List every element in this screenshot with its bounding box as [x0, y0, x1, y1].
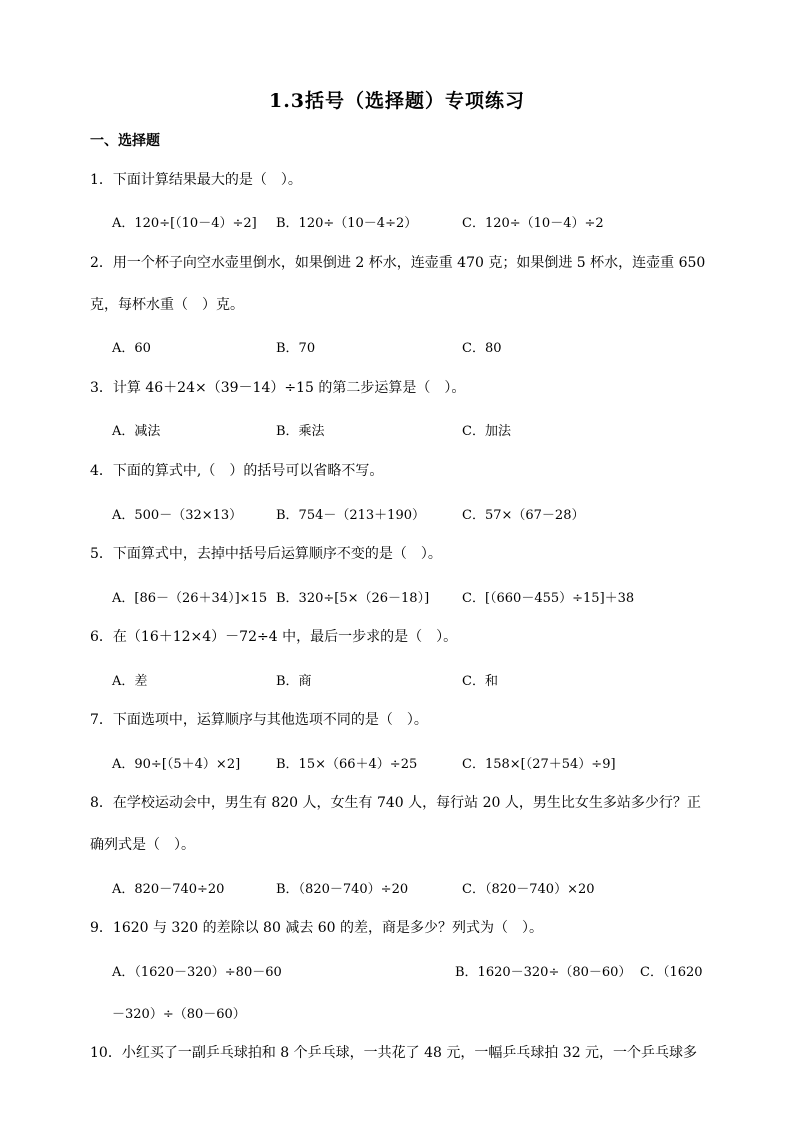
option-b[interactable]: B．120÷（10－4÷2） [276, 216, 418, 231]
question-8: 8．在学校运动会中，男生有 820 人，女生有 740 人，每行站 20 人，男生比女生多站多少行？正确列式是（ ）。 [90, 795, 701, 853]
options-8 [112, 878, 712, 898]
option-c[interactable]: C．（820－740）×20 [462, 882, 595, 897]
option-c[interactable]: C．57×（67－28） [462, 508, 585, 523]
option-c[interactable]: C．120÷（10－4）÷2 [462, 216, 604, 231]
question-1: 1．下面计算结果最大的是（ ）。 [90, 172, 302, 188]
question-4: 4．下面的算式中,（ ）的括号可以省略不写。 [90, 463, 384, 479]
option-b[interactable]: B．乘法 [276, 424, 325, 439]
question-10: 10．小红买了一副乒乓球拍和 8 个乒乓球，一共花了 48 元，一幅乒乓球拍 32 元，一个乒乓球多 [90, 1045, 698, 1061]
question-9: 9．1620 与 320 的差除以 80 减去 60 的差，商是多少？列式为（ ）。 [90, 920, 544, 936]
option-b[interactable]: B．15×（66＋4）÷25 [276, 757, 418, 772]
question-6: 6．在（16＋12×4）－72÷4 中，最后一步求的是（ ）。 [90, 629, 458, 645]
option-c[interactable]: C．和 [462, 674, 498, 689]
option-c[interactable]: C．[（660－455）÷15]＋38 [462, 591, 635, 606]
option-a[interactable]: A．500－（32×13） [112, 508, 243, 523]
option-c[interactable]: C．（1620 [640, 965, 703, 980]
question-5: 5．下面算式中，去掉中括号后运算顺序不变的是（ ）。 [90, 546, 442, 562]
options-4 [112, 504, 712, 524]
option-a[interactable]: A．差 [112, 674, 148, 689]
options-6 [112, 670, 712, 690]
option-c[interactable]: C．158×[（27＋54）÷9] [462, 757, 616, 772]
option-a[interactable]: A．820－740÷20 [112, 882, 225, 897]
question-7: 7．下面选项中，运算顺序与其他选项不同的是（ ）。 [90, 712, 428, 728]
option-b[interactable]: B．70 [276, 341, 316, 356]
option-b[interactable]: B．商 [276, 674, 312, 689]
option-c-continued: －320）÷（80－60） [112, 1007, 246, 1022]
option-a[interactable]: A．60 [112, 341, 151, 356]
option-b[interactable]: B．（820－740）÷20 [276, 882, 409, 897]
option-c[interactable]: C．80 [462, 341, 502, 356]
options-5 [112, 587, 712, 607]
page-title: 1.3括号（选择题）专项练习 [268, 90, 526, 112]
option-b[interactable]: B．320÷[5×（26－18）] [276, 591, 430, 606]
option-a[interactable]: A．[86－（26＋34）]×15 [112, 591, 268, 606]
section-heading: 一、选择题 [90, 133, 160, 149]
options-3 [112, 420, 712, 440]
option-c[interactable]: C．加法 [462, 424, 511, 439]
options-2 [112, 337, 712, 357]
option-b[interactable]: B．754－（213＋190） [276, 508, 425, 523]
question-2: 2．用一个杯子向空水壶里倒水，如果倒进 2 杯水，连壶重 470 克；如果倒进 5 杯水，连壶重 650 克，每杯水重（ ）克。 [90, 255, 706, 313]
question-3: 3．计算 46＋24×（39－14）÷15 的第二步运算是（ ）。 [90, 380, 466, 396]
options-1 [112, 212, 712, 232]
option-a[interactable]: A．（1620－320）÷80－60 [112, 965, 282, 980]
options-7 [112, 753, 712, 773]
options-9 [112, 961, 712, 981]
option-b[interactable]: B．1620－320÷（80－60） [455, 965, 632, 980]
option-a[interactable]: A．减法 [112, 424, 161, 439]
option-a[interactable]: A．120÷[（10－4）÷2] [112, 216, 257, 231]
option-a[interactable]: A．90÷[（5＋4）×2] [112, 757, 241, 772]
